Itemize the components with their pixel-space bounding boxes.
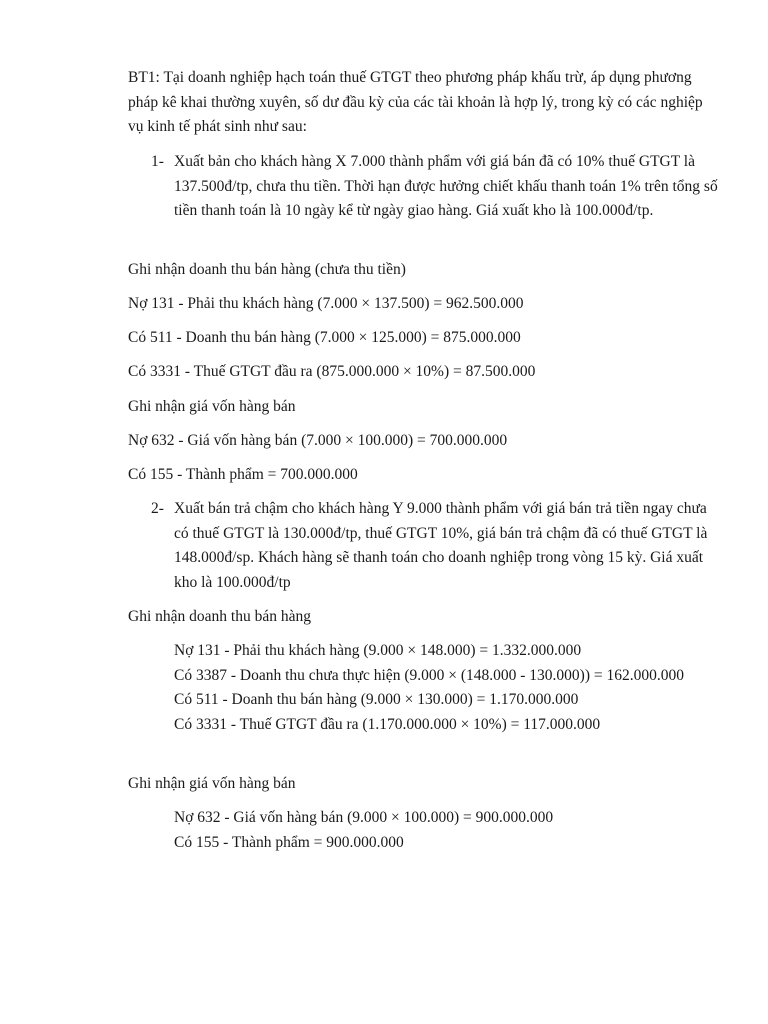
list-item-text: Xuất bản cho khách hàng X 7.000 thành phẩm với giá bán đã có 10% thuế GTGT là 137.500đ/tp, chưa thu tiền. Thời hạn được hưởng chiết khấu thanh toán 1% trên tổng số tiền thanh toán là 10 ngày kể từ ngày giao hàng. Giá xuất kho là 100.000đ/tp. bbox=[174, 153, 718, 219]
list-item-text: Xuất bán trả chậm cho khách hàng Y 9.000 thành phẩm với giá bán trả tiền ngay chưa có thuế GTGT là 130.000đ/tp, thuế GTGT 10%, giá bán trả chậm đã có thuế GTGT là 148.000đ/sp. Khách hàng sẽ thanh toán cho doanh nghiệp trong vòng 15 kỳ. Giá xuất kho là 100.000đ/tp bbox=[174, 500, 708, 591]
heading-cogs-2: Ghi nhận giá vốn hàng bán bbox=[128, 775, 296, 792]
entry-credit-3331: Có 3331 - Thuế GTGT đầu ra (875.000.000 × 10%) = 87.500.000 bbox=[128, 363, 536, 380]
intro-paragraph: BT1: Tại doanh nghiệp hạch toán thuế GTGT theo phương pháp khấu trừ, áp dụng phương pháp kê khai thường xuyên, số dư đầu kỳ của các tài khoản là hợp lý, trong kỳ có các nghiệp vụ kinh tế phát sinh như sau: bbox=[128, 69, 703, 135]
entry-debit-632: Nợ 632 - Giá vốn hàng bán (9.000 × 100.000) = 900.000.000 bbox=[174, 809, 554, 826]
list-item-2 bbox=[128, 497, 718, 595]
heading-cogs-1: Ghi nhận giá vốn hàng bán bbox=[128, 398, 296, 415]
entries-cogs-2 bbox=[174, 806, 719, 855]
entry-credit-3387: Có 3387 - Doanh thu chưa thực hiện (9.000 × (148.000 - 130.000)) = 162.000.000 bbox=[174, 666, 684, 684]
list-number: 1- bbox=[151, 153, 164, 170]
entry-credit-511: Có 511 - Doanh thu bán hàng (7.000 × 125.000) = 875.000.000 bbox=[128, 329, 521, 346]
entry-debit-131: Nợ 131 - Phải thu khách hàng (9.000 × 148.000) = 1.332.000.000 bbox=[174, 642, 582, 659]
entry-credit-155: Có 155 - Thành phẩm = 700.000.000 bbox=[128, 466, 358, 483]
entry-debit-131: Nợ 131 - Phải thu khách hàng (7.000 × 137.500) = 962.500.000 bbox=[128, 295, 524, 312]
entry-credit-511: Có 511 - Doanh thu bán hàng (9.000 × 130.000) = 1.170.000.000 bbox=[174, 691, 579, 708]
entry-credit-3331: Có 3331 - Thuế GTGT đầu ra (1.170.000.000 × 10%) = 117.000.000 bbox=[174, 715, 601, 733]
list-item-1 bbox=[128, 150, 718, 224]
list-number: 2- bbox=[151, 500, 164, 517]
heading-revenue-2: Ghi nhận doanh thu bán hàng bbox=[128, 608, 311, 625]
heading-revenue-1: Ghi nhận doanh thu bán hàng (chưa thu tiền) bbox=[128, 261, 406, 278]
entry-debit-632: Nợ 632 - Giá vốn hàng bán (7.000 × 100.000) = 700.000.000 bbox=[128, 432, 508, 449]
entries-revenue-2 bbox=[174, 639, 719, 737]
entry-credit-155: Có 155 - Thành phẩm = 900.000.000 bbox=[174, 833, 404, 851]
